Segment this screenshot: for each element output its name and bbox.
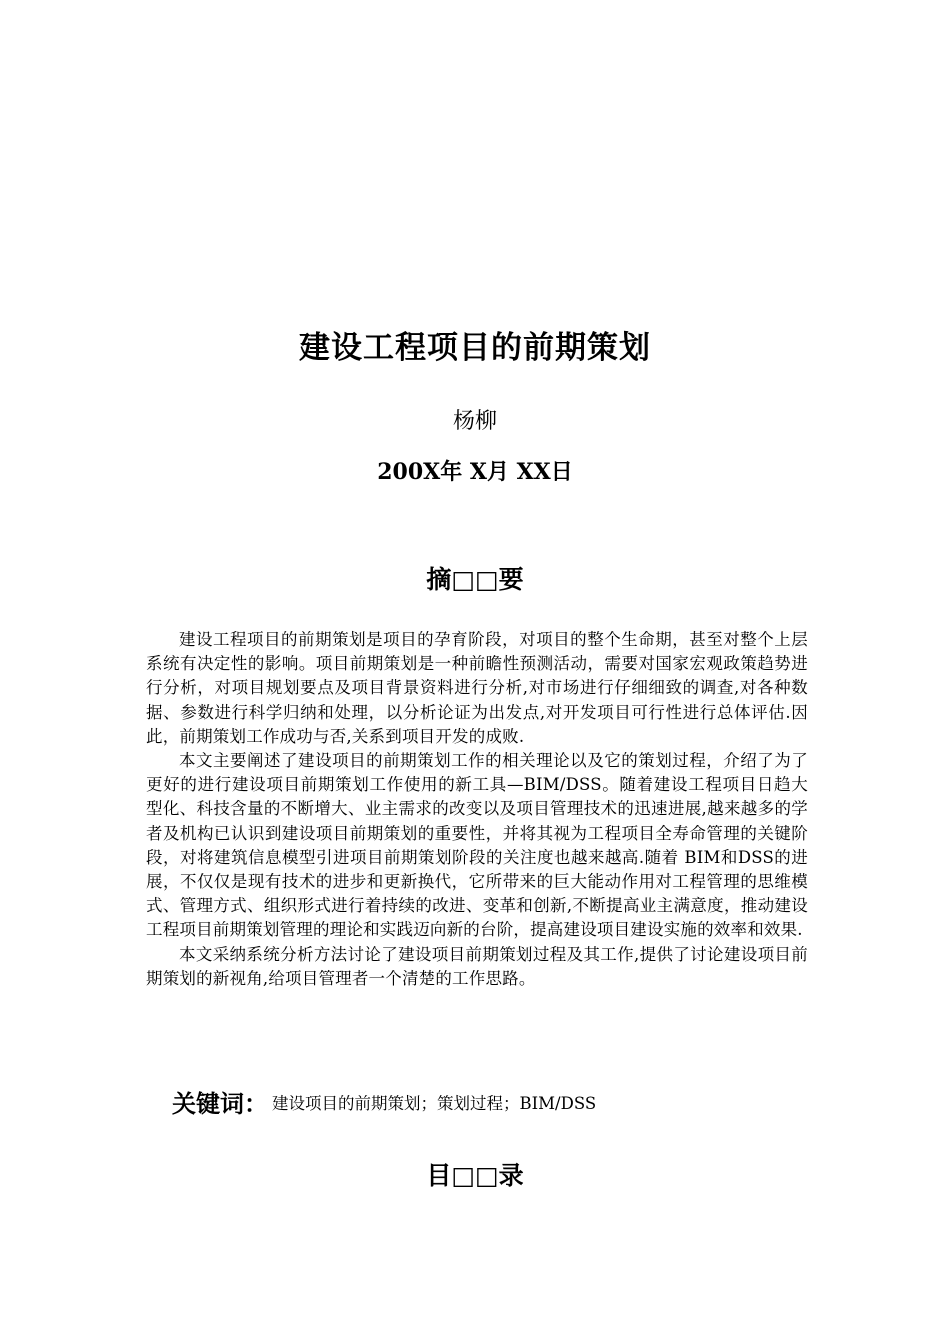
author-name: 杨柳 [452,409,497,434]
abstract-paragraph-1: 建设工程项目的前期策划是项目的孕育阶段，对项目的整个生命期，甚至对整个上层系统有决定性的影响。项目前期策划是一种前瞻性预测活动，需要对国家宏观政策趋势进行分析，对项目规划要点及项目背景资料进行分析,对市场进行仔细细致的调查,对各种数据、参数进行科学归纳和处理，以分析论证为出发点,对开发项目可行性进行总体评估.因此，前期策划工作成功与否,关系到项目开发的成败. [146,630,808,746]
toc-heading: 目□□录 [426,1161,524,1190]
keywords-line [172,1086,812,1122]
abstract-paragraph-3: 本文采纳系统分析方法讨论了建设项目前期策划过程及其工作,提供了讨论建设项目前期策划的新视角,给项目管理者一个清楚的工作思路。 [146,944,808,988]
keywords-value: 建设项目的前期策划；策划过程；BIM/DSS [272,1094,597,1113]
abstract-body [146,628,808,991]
document-date: 200X年 X月 XX日 [377,459,573,485]
document-title: 建设工程项目的前期策划 [299,330,651,366]
keywords-label: 关键词： [172,1090,268,1118]
abstract-heading: 摘□□要 [426,565,524,594]
abstract-paragraph-2: 本文主要阐述了建设项目的前期策划工作的相关理论以及它的策划过程，介绍了为了更好的进行建设项目前期策划工作使用的新工具—BIM/DSS。随着建设工程项目日趋大型化、科技含量的不断增大、业主需求的改变以及项目管理技术的迅速进展,越来越多的学者及机构已认识到建设项目前期策划的重要性，并将其视为工程项目全寿命管理的关键阶段，对将建筑信息模型引进项目前期策划阶段的关注度也越来越高.随着 BIM和DSS的进展，不仅仅是现有技术的进步和更新换代，它所带来的巨大能动作用对工程管理的思维模式、管理方式、组织形式进行着持续的改进、变革和创新,不断提高业主满意度，推动建设工程项目前期策划管理的理论和实践迈向新的台阶，提高建设项目建设实施的效率和效果. [146,751,808,940]
